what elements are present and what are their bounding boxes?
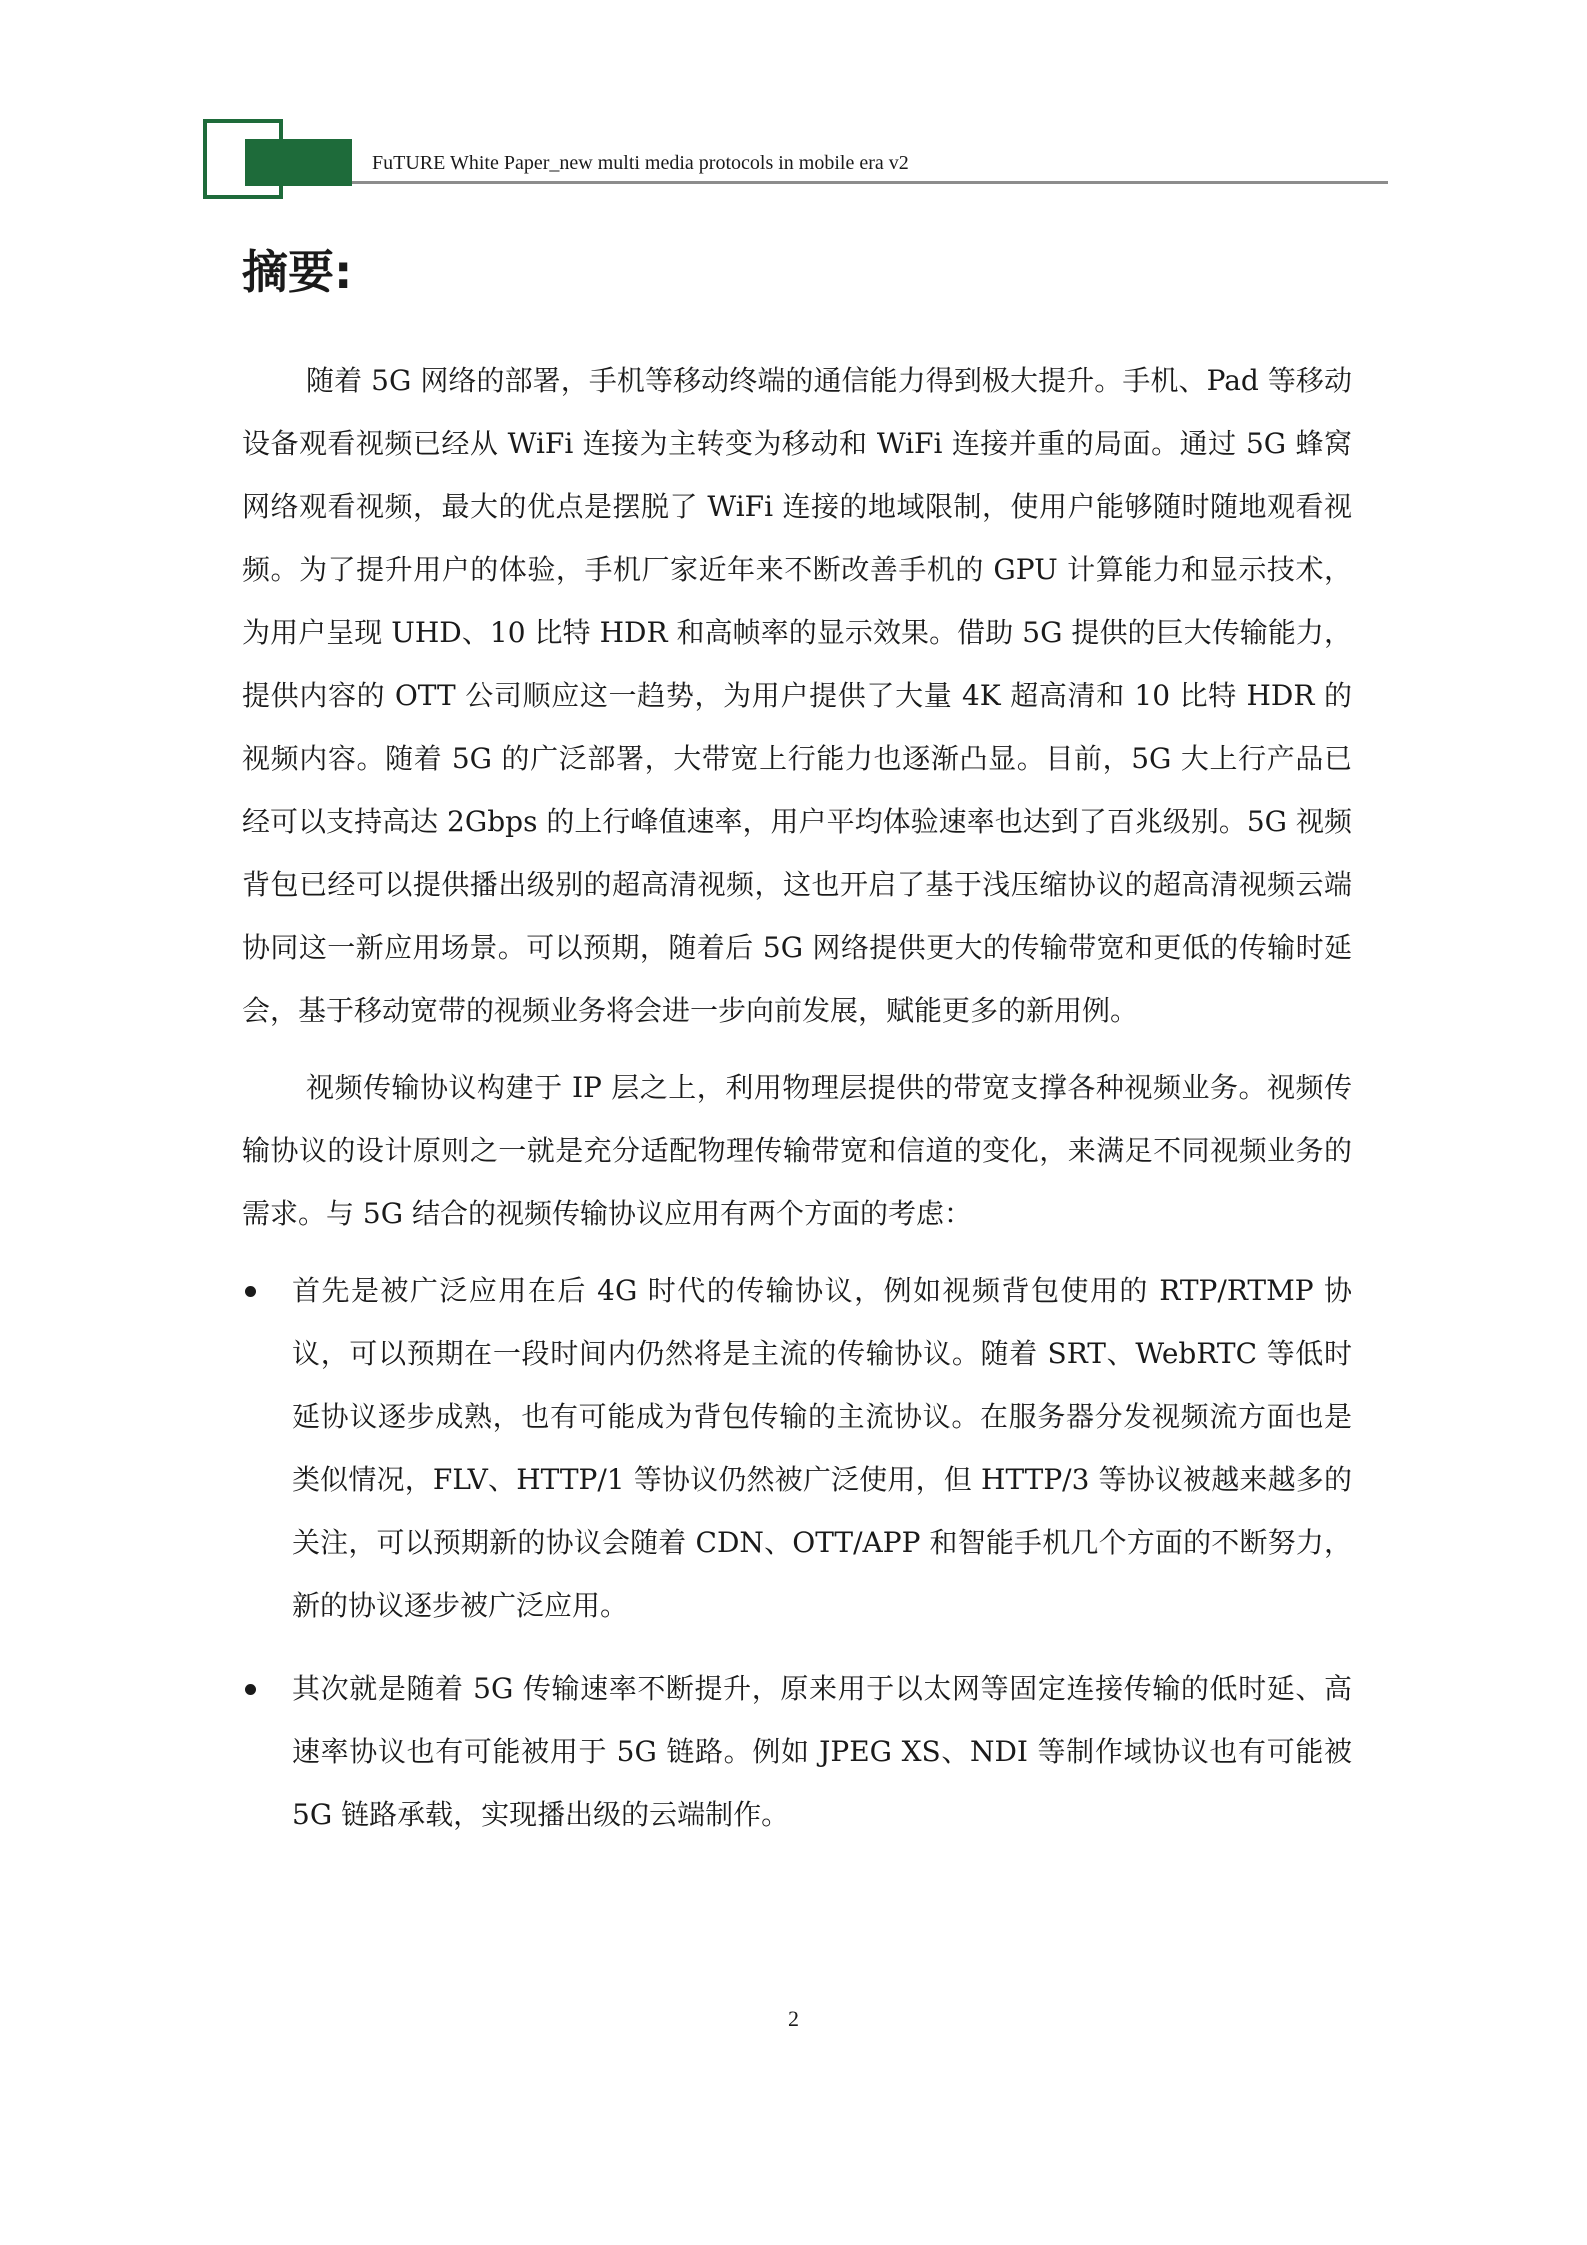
body-content: [242, 349, 1352, 1846]
list-item: [242, 1657, 1352, 1846]
page-number: 2: [788, 2006, 799, 2031]
abstract-paragraph-1: 随着 5G 网络的部署，手机等移动终端的通信能力得到极大提升。手机、Pad 等移动设备观看视频已经从 WiFi 连接为主转变为移动和 WiFi 连接并重的局面。通过 5G 蜂窝网络观看视频，最大的优点是摆脱了 WiFi 连接的地域限制，使用户能够随时随地观看视频。为了提升用户的体验，手机厂家近年来不断改善手机的 GPU 计算能力和显示技术，为用户呈现 UHD、10 比特 HDR 和高帧率的显示效果。借助 5G 提供的巨大传输能力，提供内容的 OTT 公司顺应这一趋势，为用户提供了大量 4K 超高清和 10 比特 HDR 的视频内容。随着 5G 的广泛部署，大带宽上行能力也逐渐凸显。目前，5G 大上行产品已经可以支持高达 2Gbps 的上行峰值速率，用户平均体验速率也达到了百兆级别。5G 视频背包已经可以提供播出级别的超高清视频，这也开启了基于浅压缩协议的超高清视频云端协同这一新应用场景。可以预期，随着后 5G 网络提供更大的传输带宽和更低的传输时延会，基于移动宽带的视频业务将会进一步向前发展，赋能更多的新用例。: [242, 364, 1352, 1027]
abstract-paragraph-2: 视频传输协议构建于 IP 层之上，利用物理层提供的带宽支撑各种视频业务。视频传输协议的设计原则之一就是充分适配物理传输带宽和信道的变化，来满足不同视频业务的需求。与 5G 结合的视频传输协议应用有两个方面的考虑：: [242, 1071, 1352, 1230]
list-item-text: 首先是被广泛应用在后 4G 时代的传输协议，例如视频背包使用的 RTP/RTMP 协议，可以预期在一段时间内仍然将是主流的传输协议。随着 SRT、WebRTC 等低时延协议逐步成熟，也有可能成为背包传输的主流协议。在服务器分发视频流方面也是类似情况，FLV、HTTP/1 等协议仍然被广泛使用，但 HTTP/3 等协议被越来越多的关注，可以预期新的协议会随着 CDN、OTT/APP 和智能手机几个方面的不断努力，新的协议逐步被广泛应用。: [292, 1274, 1352, 1622]
list-item-text: 其次就是随着 5G 传输速率不断提升，原来用于以太网等固定连接传输的低时延、高速率协议也有可能被用于 5G 链路。例如 JPEG XS、NDI 等制作域协议也有可能被 5G 链路承载，实现播出级的云端制作。: [292, 1672, 1352, 1831]
page-header: [0, 0, 1587, 210]
logo-green-block: [245, 139, 352, 186]
list-item: [242, 1259, 1352, 1637]
considerations-list: [242, 1259, 1352, 1846]
section-title: 摘要:: [242, 245, 353, 299]
bullet-dot-icon: [245, 1684, 256, 1695]
header-rule: [352, 181, 1388, 184]
header-title: FuTURE White Paper_new multi media protocols in mobile era v2: [372, 152, 909, 174]
bullet-dot-icon: [245, 1286, 256, 1297]
